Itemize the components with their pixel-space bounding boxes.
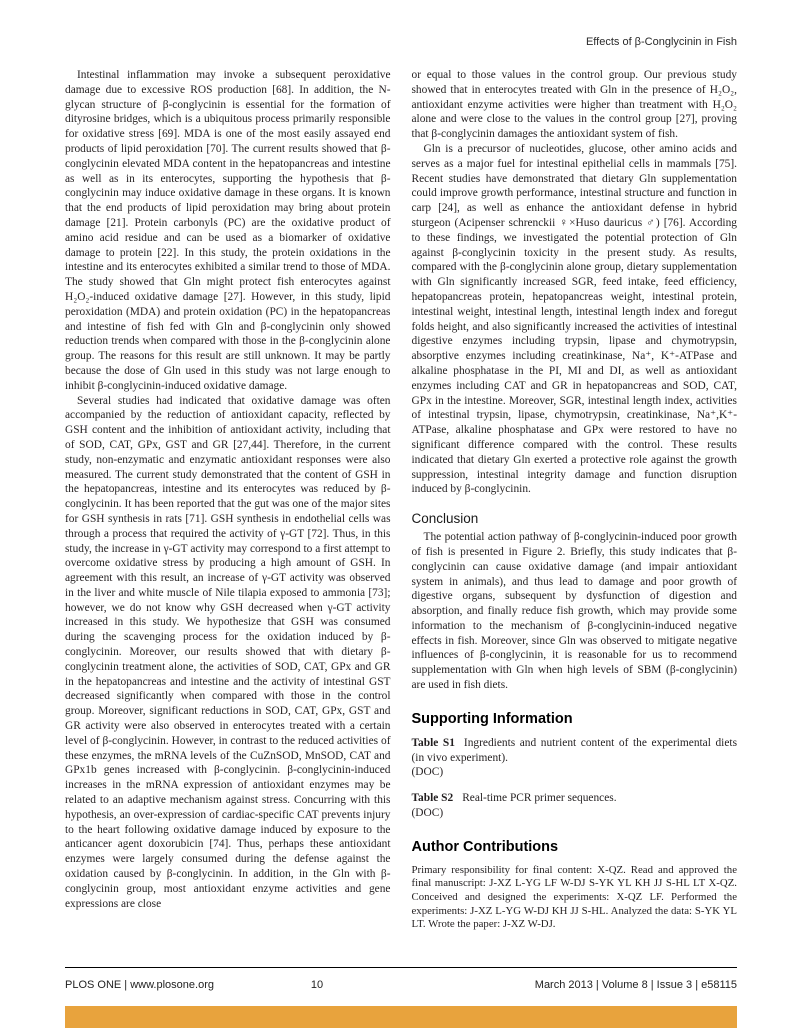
footer-page-number: 10 xyxy=(310,979,324,991)
table-s2-label: Table S2 xyxy=(411,792,454,805)
paragraph-discussion-oxidative-damage: Intestinal inflammation may invoke a subsequent peroxidative damage due to excessive ROS production [68]. In addition, the N-glycan structure of β-conglycinin is essential for the formation of dityrosine bridges, which is a ubiquitous process primarily responsible for oxidative stress [69]. MDA is one of the most easily assayed end products of lipid peroxidation [70]. The current results showed that β-conglycinin elevated MDA content in the hepatopancreas and intestine as well as in its enterocytes, supporting the hypothesis that β-conglycinin may induce oxidative damage in these organs. It is known that the end products of lipid peroxidation may bring about protein damage [21]. Protein carbonyls (PC) are the oxidative product of amino acid residue and can be used as a biomarker of oxidative damage to protein [22]. In this study, the protein oxidations in the intestine and its enterocytes exhibited a similar trend to those of MDA. The study showed that Gln might protect fish enterocytes against H₂O₂-induced oxidative damage [27]. However, in this study, lipid peroxidation (MDA) and protein oxidation (PC) in the hepatopancreas and intestine of fish fed with Gln and β-conglycinin only showed reduction trends when compared with those in the β-conglycinin alone group. The reasons for this result are still unknown. It may be partly because the dose of Gln used in this study was not large enough to inhibit β-conglycinin-induced oxidative damage. xyxy=(65,69,391,392)
article-body xyxy=(65,68,737,932)
page-footer xyxy=(65,979,737,991)
right-column xyxy=(412,68,738,932)
table-s1-format: (DOC) xyxy=(411,766,444,779)
supporting-table-s2 xyxy=(412,791,738,821)
paragraph-conclusion: The potential action pathway of β-conglycinin-induced poor growth of fish is presented in Figure 2. Briefly, this study indicates that β-conglycinin can cause oxidative damage (and impair antioxidant system in animals), and thus lead to damage and poor growth of digestive organs, subsequent by dysfunction of digestion and absorption, and finally reduce fish growth, which may provide some information to the mechanism of β-conglycinin-induced negative effects in fish. Moreover, since Gln was observed to mitigate negative influences of β-conglycinin, it is reasonable for us to recommend supplementation with Gln when high levels of SBM (β-conglycinin) are used in fish diets. xyxy=(411,531,737,692)
author-contributions-heading: Author Contributions xyxy=(411,838,559,855)
table-s2-format: (DOC) xyxy=(411,807,444,820)
supporting-table-s1 xyxy=(412,736,738,780)
table-s1-label: Table S1 xyxy=(411,736,455,749)
paragraph-continuation-control-group: or equal to those values in the control group. Our previous study showed that in enterocytes treated with Gln in the presence of H₂O₂, antioxidant enzyme activities were higher than treatment with H₂O₂ alone and were close to the values in the control group [27], proving that β-conglycinin damages the antioxidant system of fish. xyxy=(411,69,737,141)
table-s2-description: Real-time PCR primer sequences. xyxy=(462,792,617,805)
left-column xyxy=(65,68,391,932)
conclusion-heading: Conclusion xyxy=(411,511,479,527)
supporting-table-s2-line xyxy=(412,791,738,806)
footer-divider xyxy=(65,967,737,968)
author-contributions-text: Primary responsibility for final content: X-QZ. Read and approved the final manuscript: J-XZ L-YG LF W-DJ S-YK YL KH JJ S-HL LT X-QZ. Conceived and designed the experiments: X-QZ LF. Performed the experiments: J-XZ L-YG W-DJ KH JJ S-HL. Analyzed the data: S-YK YL LT. Wrote the paper: J-XZ W-DJ. xyxy=(411,863,737,931)
paragraph-gln-precursor: Gln is a precursor of nucleotides, glucose, other amino acids and serves as a major fuel for intestinal epithelial cells in mammals [75]. Recent studies have demonstrated that dietary Gln supplementation could improve growth performance, intestinal structure and function in carp [24], as well as enhance the antioxidant defense in hybrid sturgeon (Acipenser schrenckii ♀×Huso dauricus ♂) [76]. According to these findings, we investigated the potential protection of Gln against β-conglycinin toxicity in the present study. As results, compared with the β-conglycinin alone group, dietary supplementation with Gln significantly increased SGR, feed intake, feed efficiency, hepatopancreas protein, hepatopancreas weight, intestinal protein, intestinal weight, intestinal length, intestinal length index and foregut folds height, and also significantly increased the activities of intestinal digestive enzymes including trypsin, lipase and chymotrypsin, absorptive enzymes including creatinkinase, Na⁺, K⁺-ATPase and alkaline phosphatase in the PI, MI and DI, as well as antioxidant enzymes including CAT and GR in hepatopancreas and SOD, CAT, GPx in the intestine. Moreover, SGR, intestinal length index, activities of intestinal trypsin, lipase, chymotrypsin, creatinkinase, Na⁺,K⁺-ATPase, alkaline phosphatase and GPx were restored to have no significant difference compared with the control. These results indicated that dietary Gln exerted a protective role against the growth suppression, intestinal integrity damage and function disruption induced by β-conglycinin. xyxy=(411,142,737,496)
bottom-accent-bar xyxy=(65,1006,737,1028)
supporting-table-s1-line xyxy=(412,736,738,766)
paragraph-discussion-antioxidant-capacity: Several studies had indicated that oxidative damage was often accompanied by the reduction of antioxidant capacity, reflected by GSH content and the inhibition of antioxidant activity, including that of SOD, CAT, GPx, GST and GR [27,44]. Therefore, in the current study, non-enzymatic and enzymatic antioxidant responses were also measured. The current study demonstrated that the content of GSH in the hepatopancreas, intestine and its enterocytes was reduced by β-conglycinin. It has been reported that the gut was one of the major sites for GSH synthesis in rats [71]. GSH synthesis in endothelial cells was through a process that required the activity of γ-GT [72]. Thus, in this study, the increase in γ-GT activity may correspond to a first attempt to overcome oxidative stress by producing a high amount of GSH. In agreement with this result, an increase of γ-GT activity was observed in the liver and white muscle of Nile tilapia exposed to ammonia [73]; however, we do not know why GSH decreased when γ-GT activity increased in this study. We hypothesize that GSH was consumed during the scavenging process for the oxidation induced by β-conglycinin. Moreover, our results showed that with dietary β-conglycinin treatment alone, the activities of SOD, CAT, GPx and GR in the hepatopancreas and intestine and the activity of intestinal GST decreased significantly when compared with those in the control group. Moreover, significant reductions in SOD, CAT, GPx, GST and GR activity were also observed in enterocytes treated with a certain level of β-conglycinin. However, in contrast to the reduced activities of these enzymes, the mRNA levels of the CuZnSOD, MnSOD, CAT and GPx1b genes increased with β-conglycinin. β-conglycinin-induced increases in the mRNA expression of antioxidant enzymes may be related to an adaptive mechanism against stress. Concurring with this hypothesis, an over-expression of cardiac-specific CAT prevents injury to the heart following oxidative damage induced by exposure to the anticancer agent doxorubicin [74]. Thus, perhaps these antioxidant enzymes were largely consumed during the defense against the oxidation caused by β-conglycinin. In addition, in the Gln with β-conglycinin group, most antioxidant enzyme activities and gene expressions are close xyxy=(65,394,391,910)
supporting-information-heading: Supporting Information xyxy=(411,710,573,727)
table-s1-description: Ingredients and nutrient content of the experimental diets (in vivo experiment). xyxy=(411,736,737,764)
footer-journal-url: PLOS ONE | www.plosone.org xyxy=(65,979,214,991)
footer-issue-info: March 2013 | Volume 8 | Issue 3 | e58115 xyxy=(534,979,737,991)
running-head-title: Effects of β-Conglycinin in Fish xyxy=(585,36,737,48)
